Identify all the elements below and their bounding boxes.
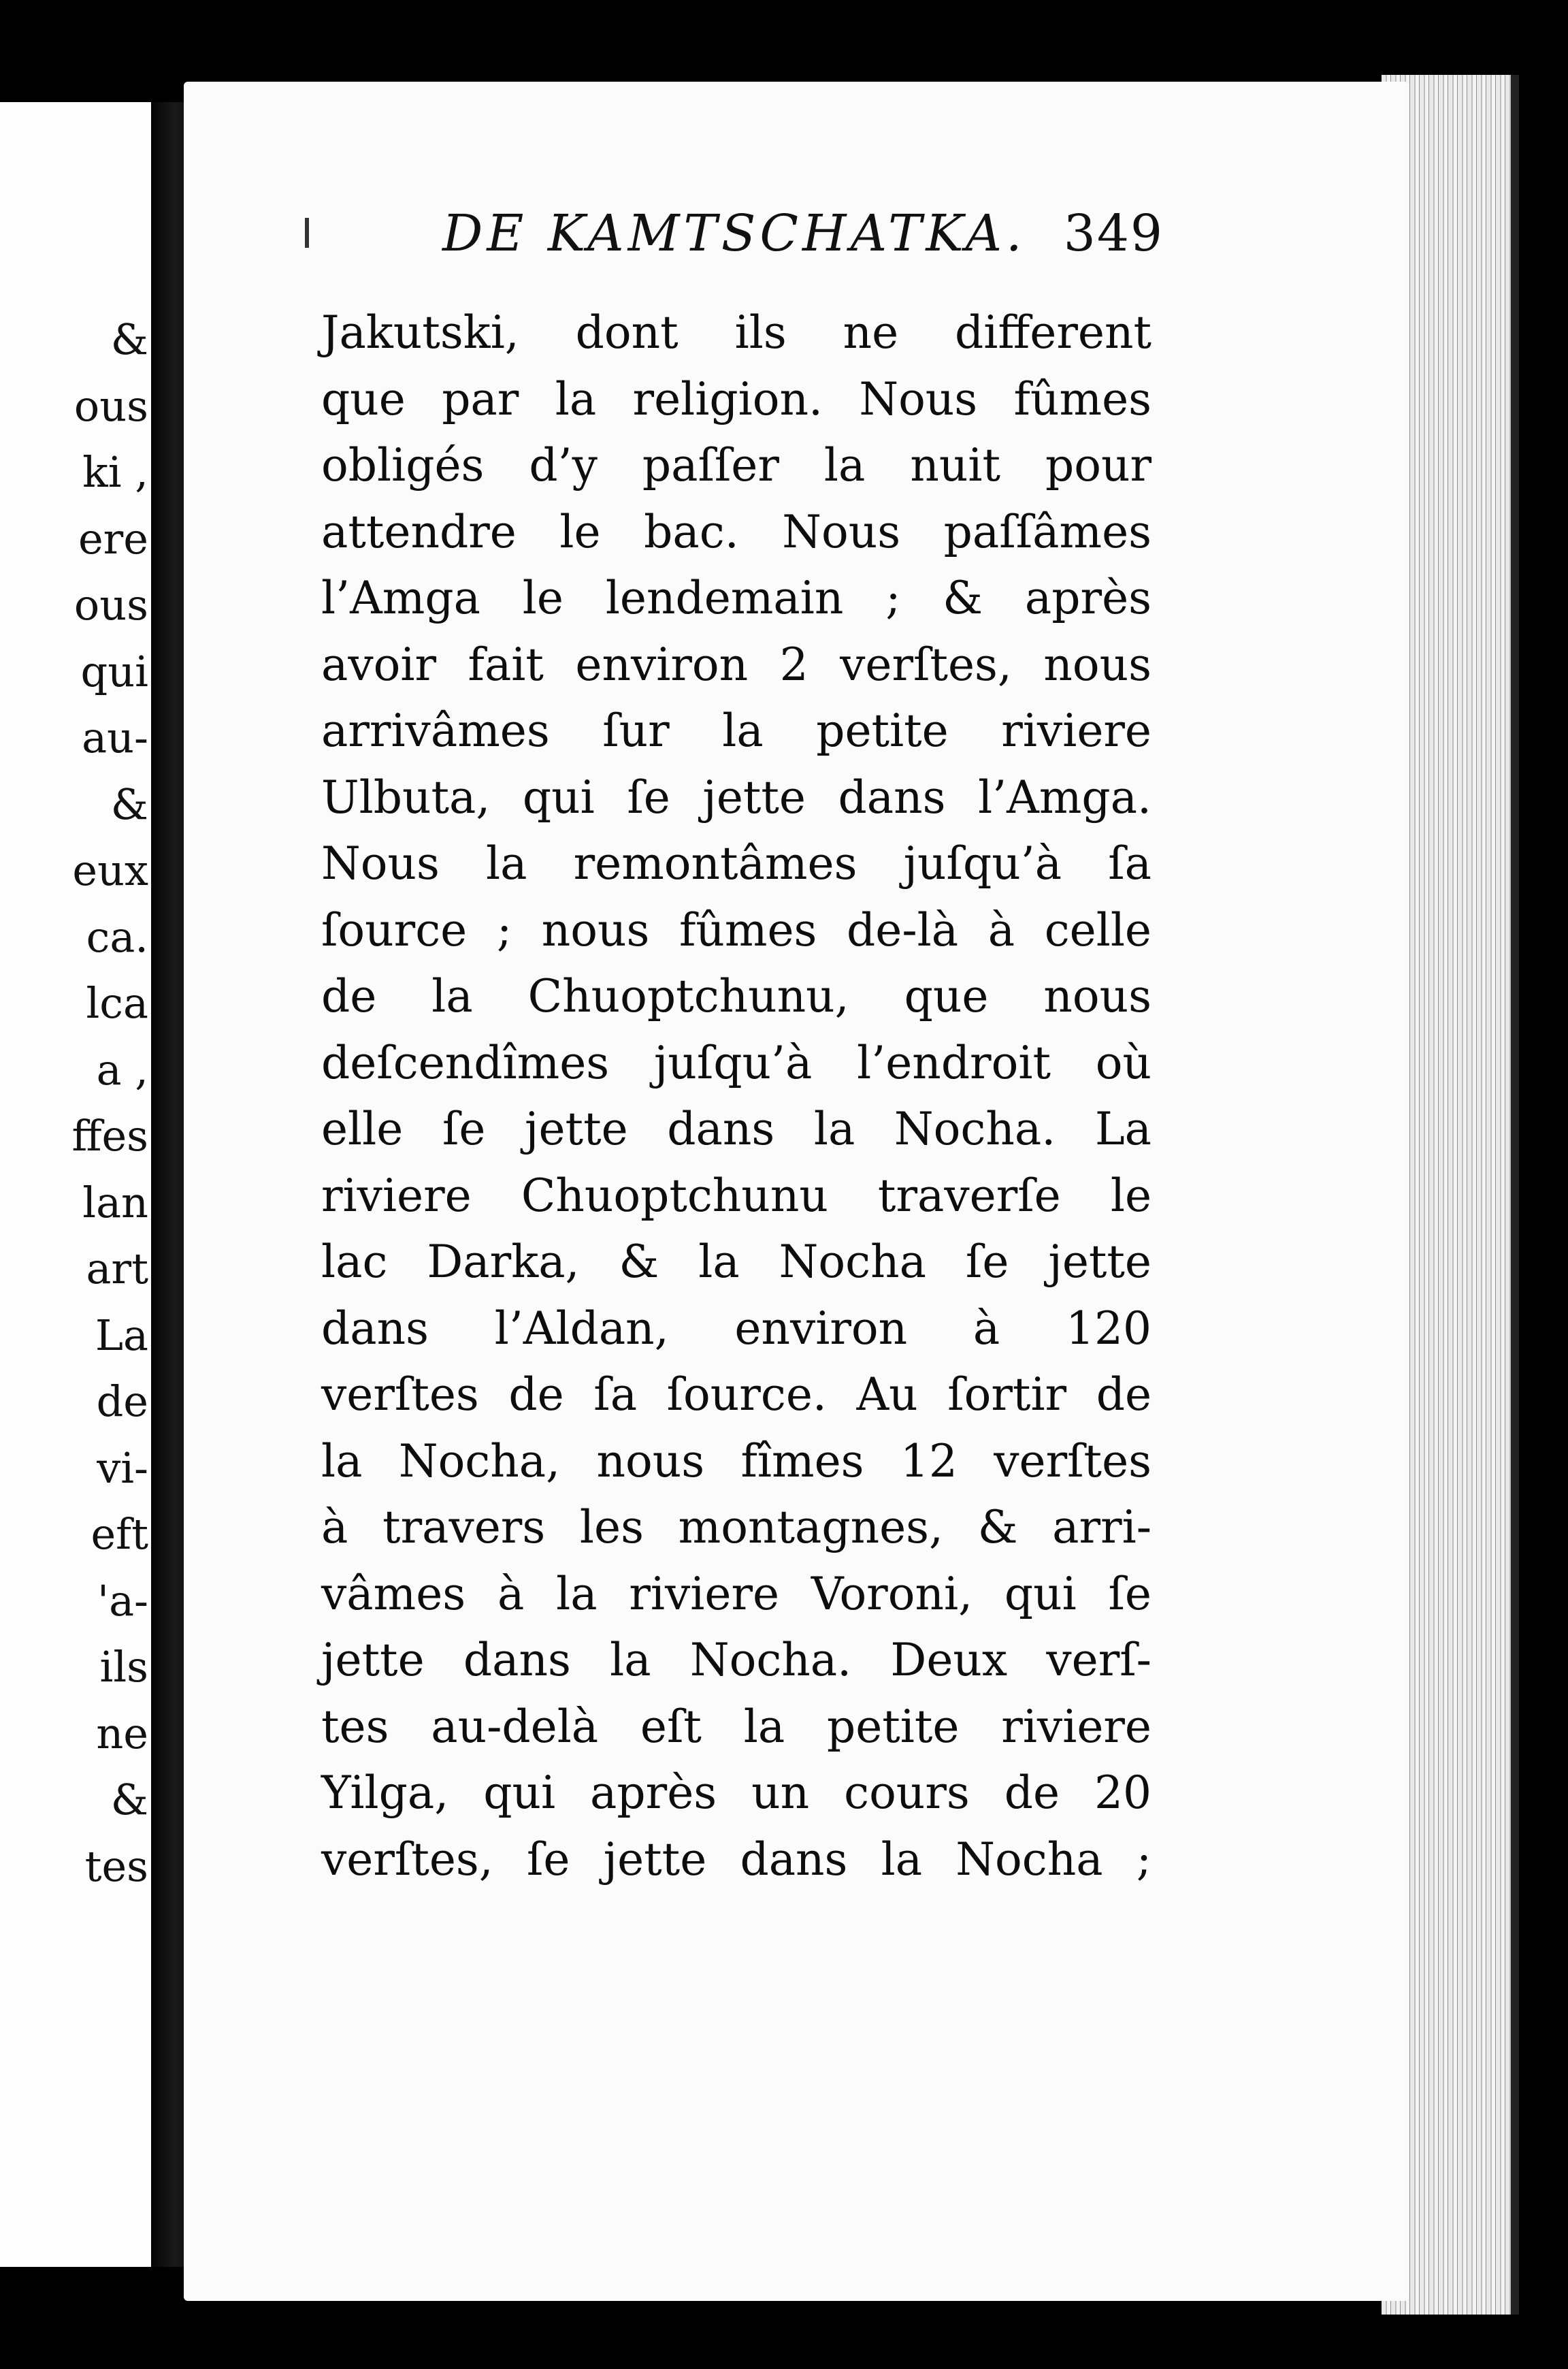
left-page-fragment: ne — [96, 1708, 148, 1758]
left-page-fragment: art — [86, 1244, 148, 1293]
text-line: tes au-delà eſt la petite riviere — [321, 1700, 1152, 1753]
margin-tick-mark — [305, 218, 309, 248]
left-page-fragment: lca — [86, 978, 148, 1028]
left-page-fragment: eft — [91, 1509, 148, 1559]
left-page-fragment: au- — [82, 713, 148, 762]
text-line: de la Chuoptchunu, que nous — [321, 970, 1152, 1022]
text-line: jette dans la Nocha. Deux verſ- — [321, 1634, 1152, 1686]
text-line: ſource ; nous fûmes de-là à celle — [321, 903, 1152, 956]
text-line: Ulbuta, qui ſe jette dans l’Amga. — [321, 771, 1152, 824]
left-page-fragment: & — [110, 779, 148, 829]
left-page-fragment: & — [110, 1775, 148, 1824]
left-page-fragment: & — [110, 315, 148, 364]
left-page-fragment: a , — [96, 1044, 148, 1095]
text-line: Yilga, qui après un cours de 20 — [321, 1767, 1152, 1819]
text-line: Jakutski, dont ils ne different — [321, 306, 1152, 359]
left-page-fragment: eux — [72, 845, 148, 895]
text-line: la Nocha, nous fîmes 12 verſtes — [321, 1434, 1152, 1487]
page-number: 349 — [1063, 204, 1164, 263]
text-line: obligés d’y paſſer la nuit pour — [321, 439, 1152, 491]
left-page-fragment: lan — [82, 1177, 148, 1227]
text-line: verſtes, ſe jette dans la Nocha ; — [321, 1833, 1152, 1886]
left-page-fragment: ere — [78, 513, 148, 564]
text-line: riviere Chuoptchunu traverſe le — [321, 1169, 1152, 1222]
left-page-fragment: de — [96, 1376, 148, 1426]
left-page-fragment: 'a- — [97, 1575, 148, 1626]
left-page-fragment: ils — [99, 1642, 148, 1692]
running-title: DE KAMTSCHATKA. — [442, 204, 1026, 263]
text-line: elle ſe jette dans la Nocha. La — [321, 1103, 1152, 1155]
text-line: l’Amga le lendemain ; & après — [321, 572, 1152, 624]
text-line: à travers les montagnes, & arri- — [321, 1501, 1152, 1553]
text-line: dans l’Aldan, environ à 120 — [321, 1302, 1152, 1355]
left-page-fragment: tes — [84, 1841, 148, 1891]
left-page-fragment: qui — [80, 646, 148, 696]
left-page-fragment: vi- — [97, 1443, 148, 1493]
text-line: verſtes de ſa ſource. Au ſortir de — [321, 1368, 1152, 1421]
left-page-fragment: ffes — [71, 1111, 148, 1161]
left-page-fragment: La — [95, 1310, 148, 1360]
left-page-fragment: ous — [74, 381, 148, 431]
left-page-fragment: ki , — [82, 447, 148, 497]
left-facing-page — [0, 102, 158, 2267]
text-line: arrivâmes ſur la petite riviere — [321, 705, 1152, 757]
text-line: deſcendîmes juſqu’à l’endroit où — [321, 1036, 1152, 1089]
text-line: vâmes à la riviere Voroni, qui ſe — [321, 1567, 1152, 1620]
text-line: attendre le bac. Nous paſſâmes — [321, 505, 1152, 558]
text-line: que par la religion. Nous fûmes — [321, 372, 1152, 425]
left-page-fragment: ous — [74, 580, 148, 630]
body-text — [321, 300, 1152, 1892]
text-line: lac Darka, & la Nocha ſe jette — [321, 1236, 1152, 1288]
text-line: Nous la remontâmes juſqu’à ſa — [321, 837, 1152, 890]
text-line: avoir fait environ 2 verſtes, nous — [321, 638, 1152, 691]
left-page-fragment: ca. — [86, 912, 148, 962]
page-header — [442, 204, 1164, 279]
